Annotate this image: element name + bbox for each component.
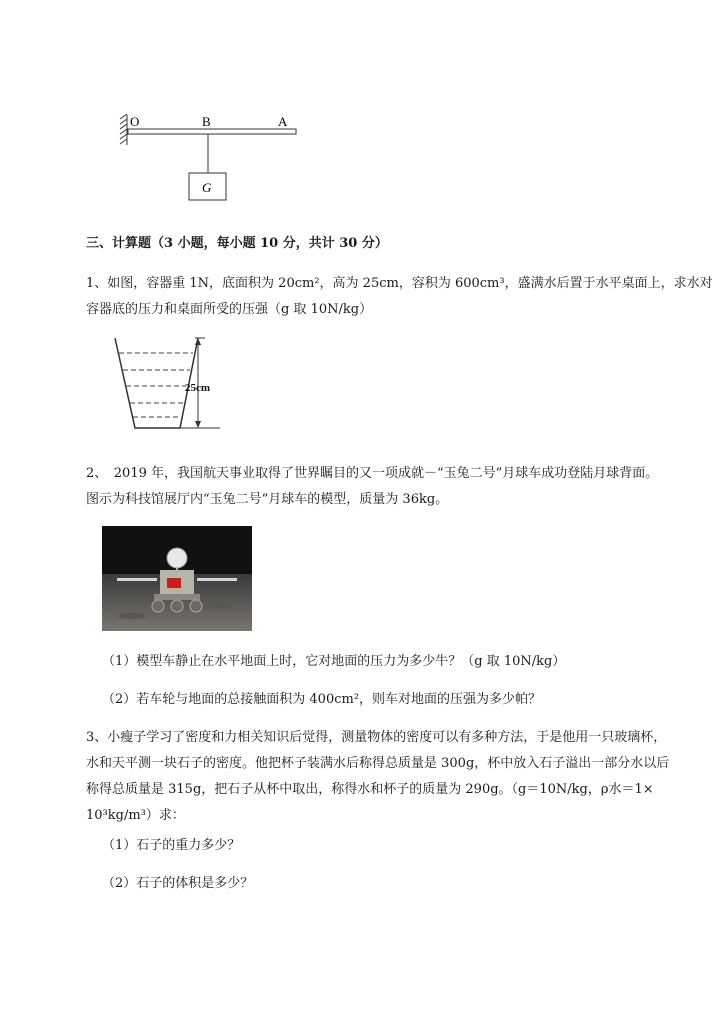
rover-illustration xyxy=(102,526,252,631)
q1-line2: 容器底的压力和桌面所受的压强（g 取 10N/kg） xyxy=(86,302,373,317)
lever-diagram xyxy=(110,105,310,205)
container-diagram xyxy=(110,333,230,433)
q2-sub2: （2）若车轮与地面的总接触面积为 400cm²，则车对地面的压强为多少帕？ xyxy=(102,692,542,707)
label-o: O xyxy=(130,114,140,129)
yutu2-rover-photo xyxy=(102,526,252,631)
q3-sub2: （2）石子的体积是多少？ xyxy=(102,876,254,891)
q3-line4: 10³kg/m³）求： xyxy=(86,808,185,823)
label-g: G xyxy=(202,180,212,195)
q2-line2: 图示为科技馆展厅内“玉兔二号”月球车的模型，质量为 36kg。 xyxy=(86,492,449,507)
q3-line2: 水和天平测一块石子的密度。他把杯子装满水后称得总质量是 300g，杯中放入石子溢出一部分水以后 xyxy=(86,756,670,771)
q2-sub1: （1）模型车静止在水平地面上时，它对地面的压力为多少牛？（g 取 10N/kg） xyxy=(102,654,566,669)
section-heading: 三、计算题（3 小题，每小题 10 分，共计 30 分） xyxy=(86,236,388,251)
q3-line1: 3、小瘦子学习了密度和力相关知识后觉得，测量物体的密度可以有多种方法，于是他用一只玻璃杯， xyxy=(86,730,667,745)
q3-line3: 称得总质量是 315g，把石子从杯中取出，称得水和杯子的质量为 290g。（g＝10N/kg，ρ水＝1× xyxy=(86,782,654,797)
label-b: B xyxy=(202,114,211,129)
q2-line1: 2、 2019 年，我国航天事业取得了世界瞩目的又一项成就－“玉兔二号”月球车成功登陆月球背面。 xyxy=(86,466,659,481)
wall-hatch xyxy=(120,114,127,145)
height-label: 25cm xyxy=(185,382,211,394)
label-a: A xyxy=(278,114,288,129)
q1-line1: 1、如图，容器重 1N，底面积为 20cm²，高为 25cm，容积为 600cm³，盛满水后置于水平桌面上，求水对 xyxy=(86,276,713,291)
lever-bar xyxy=(128,129,296,134)
q3-sub1: （1）石子的重力多少？ xyxy=(102,838,241,853)
